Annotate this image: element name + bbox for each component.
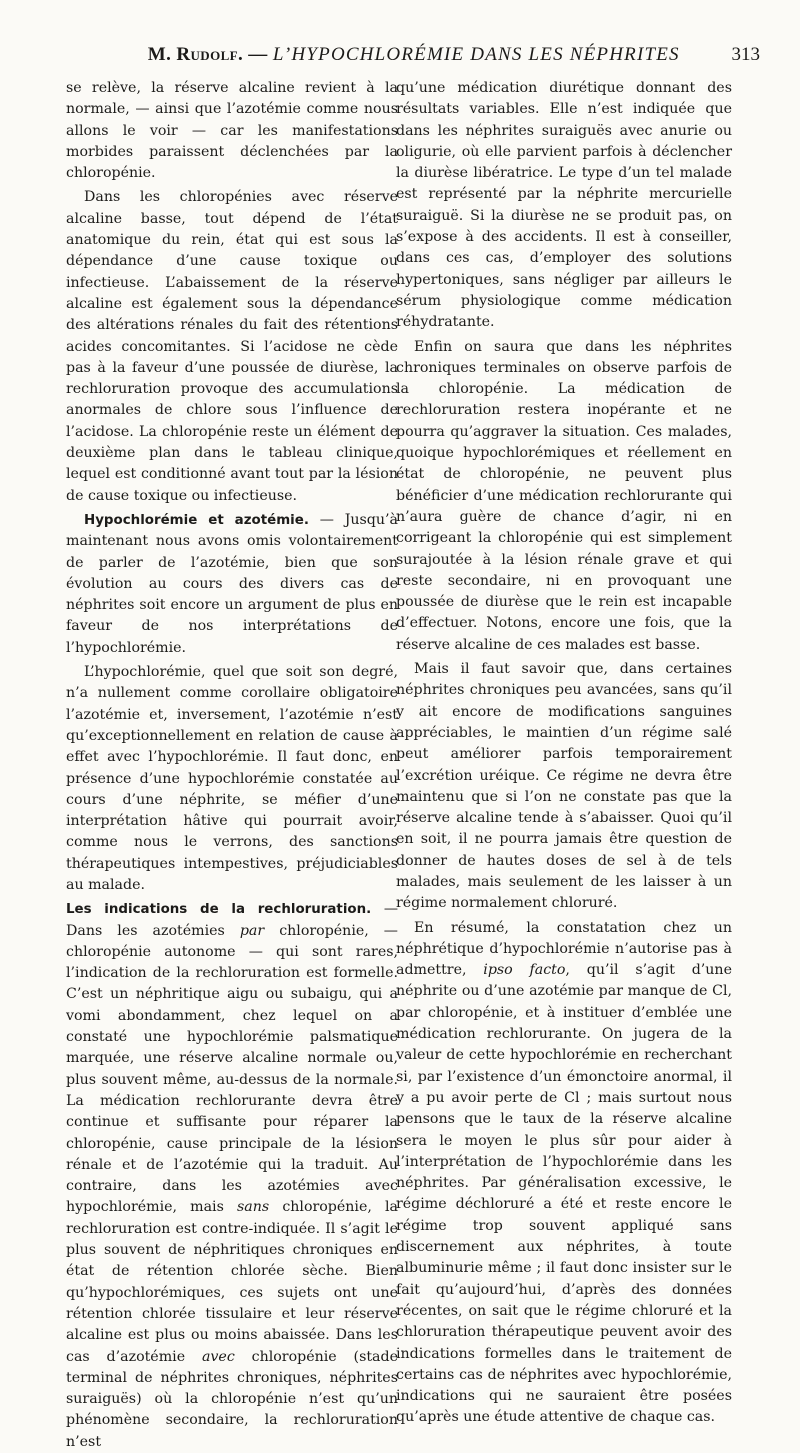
paragraph: L’hypochlorémie, quel que soit son degré, n’a nullement comme corollaire obligatoire l’azotémie et, inversement, l’azotémie n’est qu’exceptionnellement en relation de cause à effet avec l’hypochlorémie. Il faut donc, en présence d’une hypochlorémie constatée au cours d’une néphrite, se méfier d’une interprétation hâtive qui pourrait avoir, comme nous le verrons, des sanctions thérapeutiques intempestives, préjudiciables au malade. (66, 664, 398, 893)
left-column (66, 78, 398, 1453)
header-author: M. Rudolf. — (147, 44, 268, 65)
paragraph: En résumé, la constatation chez un néphrétique d’hypochlorémie n’autorise pas à admettre, ipso facto, qu’il s’agit d’une néphrite ou d’une azotémie par manque de Cl, par chloropénie, et à instituer d’emblée une médication rechlorurante. On jugera de la valeur de cette hypochlorémie en recherchant si, par l’existence d’un émonctoire anormal, il y a pu avoir perte de Cl ; mais surtout nous pensons que le taux de la réserve alcaline sera le moyen le plus sûr pour aider à l’interprétation de l’hypochlorémie dans les néphrites. Par généralisation excessive, le régime déchloruré a été et reste encore le régime trop souvent appliqué sans discernement aux néphrites, à toute albuminurie même ; il faut donc insister sur le fait qu’aujourd’hui, d’après des données récentes, on sait que le régime chloruré et la chloruration thérapeutique peuvent avoir des indications formelles dans le traitement de certains cas de néphrites avec hypochlorémie, indications qui ne sauraient être posées qu’après une étude attentive de chaque cas. (396, 919, 732, 1426)
paragraph (66, 899, 398, 1453)
paragraph (66, 510, 398, 659)
paragraph: qu’une médication diurétique donnant des résultats variables. Elle n’est indiquée que dans les néphrites suraiguës avec anurie ou oligurie, où elle parvient parfois à déclencher la diurèse libératrice. Le type d’un tel malade est représenté par la néphrite mercurielle suraiguë. Si la diurèse ne se produit pas, on s’expose à des accidents. Il est à conseiller, dans ces cas, d’employer des solutions hypertoniques, sans négliger par ailleurs le sérum physiologique comme médication réhydratante. (396, 80, 732, 331)
section-heading: Les indications de la rechloruration. (66, 902, 372, 918)
running-title (96, 44, 732, 66)
right-column (396, 78, 732, 1429)
section-heading: Hypochlorémie et azotémie. (84, 512, 309, 528)
paragraph-text: — Dans les azotémies par chloropénie, — chloropénie autonome — qui sont rares, l’indication de la rechloruration est formelle. C’est un néphritique aigu ou subaigu, qui a vomi abondamment, chez lequel on a constaté une hypochlorémie palsmatique marquée, une réserve alcaline normale ou, plus souvent même, au-dessus de la normale. La médication rechlorurante devra être continue et suffisante pour réparer la chloropénie, cause principale de la lésion rénale et de l’azotémie qui la traduit. Au contraire, dans les azotémies avec hypochlorémie, mais sans chloropénie, la rechloruration est contre-indiquée. Il s’agit le plus souvent de néphritiques chroniques en état de rétention chlorée sèche. Bien qu’hypochlorémiques, ces sujets ont une rétention chlorée tissulaire et leur réserve alcaline est plus ou moins abaissée. Dans les cas d’azotémie avec chloropénie (stade terminal de néphrites chroniques, néphrites suraiguës) où la chloropénie n’est qu’un phénomène secondaire, la rechloruration n’est (66, 901, 399, 1450)
paragraph: se relève, la réserve alcaline revient à la normale, — ainsi que l’azotémie comme nous allons le voir — car les manifestations morbides paraissent déclenchées par la chloropénie. (66, 80, 398, 182)
paragraph: Mais il faut savoir que, dans certaines néphrites chroniques peu avancées, sans qu’il y ait encore de modifications sanguines appréciables, le maintien d’un régime salé peut améliorer parfois temporairement l’excrétion uréique. Ce régime ne devra être maintenu que si l’on ne constate pas que la réserve alcaline tende à s’abaisser. Quoi qu’il en soit, il ne pourra jamais être question de donner de hautes doses de sel à de tels malades, mais seulement de les laisser à un régime normalement chloruré. (396, 661, 732, 912)
paragraph: Enfin on saura que dans les néphrites chroniques terminales on observe parfois de la chloropénie. La médication de rechloruration restera inopérante et ne pourra qu’aggraver la situation. Ces malades, quoique hypochlorémiques et réellement en état de chloropénie, ne peuvent plus bénéficier d’une médication rechlorurante qui n’aura guère de chance d’agir, ni en corrigeant la chloropénie qui est simplement surajoutée à la lésion rénale grave et qui reste secondaire, ni en provoquant une poussée de diurèse que le rein est incapable d’effectuer. Notons, encore une fois, que la réserve alcaline de ces malades est basse. (396, 338, 732, 653)
page-number: 313 (731, 44, 760, 65)
paragraph-text: — Jusqu’à maintenant nous avons omis volontairement de parler de l’azotémie, bien que son évolution au cours des divers cas de néphrites soit encore un argument de plus en faveur de nos interprétations de l’hypochlorémie. (66, 511, 398, 656)
header-title: L’HYPOCHLORÉMIE DANS LES NÉPHRITES (272, 44, 680, 65)
running-header (66, 44, 760, 68)
paragraph: Dans les chloropénies avec réserve alcaline basse, tout dépend de l’état anatomique du rein, état qui est sous la dépendance d’une cause toxique ou infectieuse. L’abaissement de la réserve alcaline est également sous la dépendance des altérations rénales du fait des rétentions acides concomitantes. Si l’acidose ne cède pas à la faveur d’une poussée de diurèse, la rechloruration provoque des accumulations anormales de chlore sous l’influence de l’acidose. La chloropénie reste un élément de deuxième plan dans le tableau clinique, lequel est conditionné avant tout par la lésion de cause toxique ou infectieuse. (66, 189, 398, 504)
